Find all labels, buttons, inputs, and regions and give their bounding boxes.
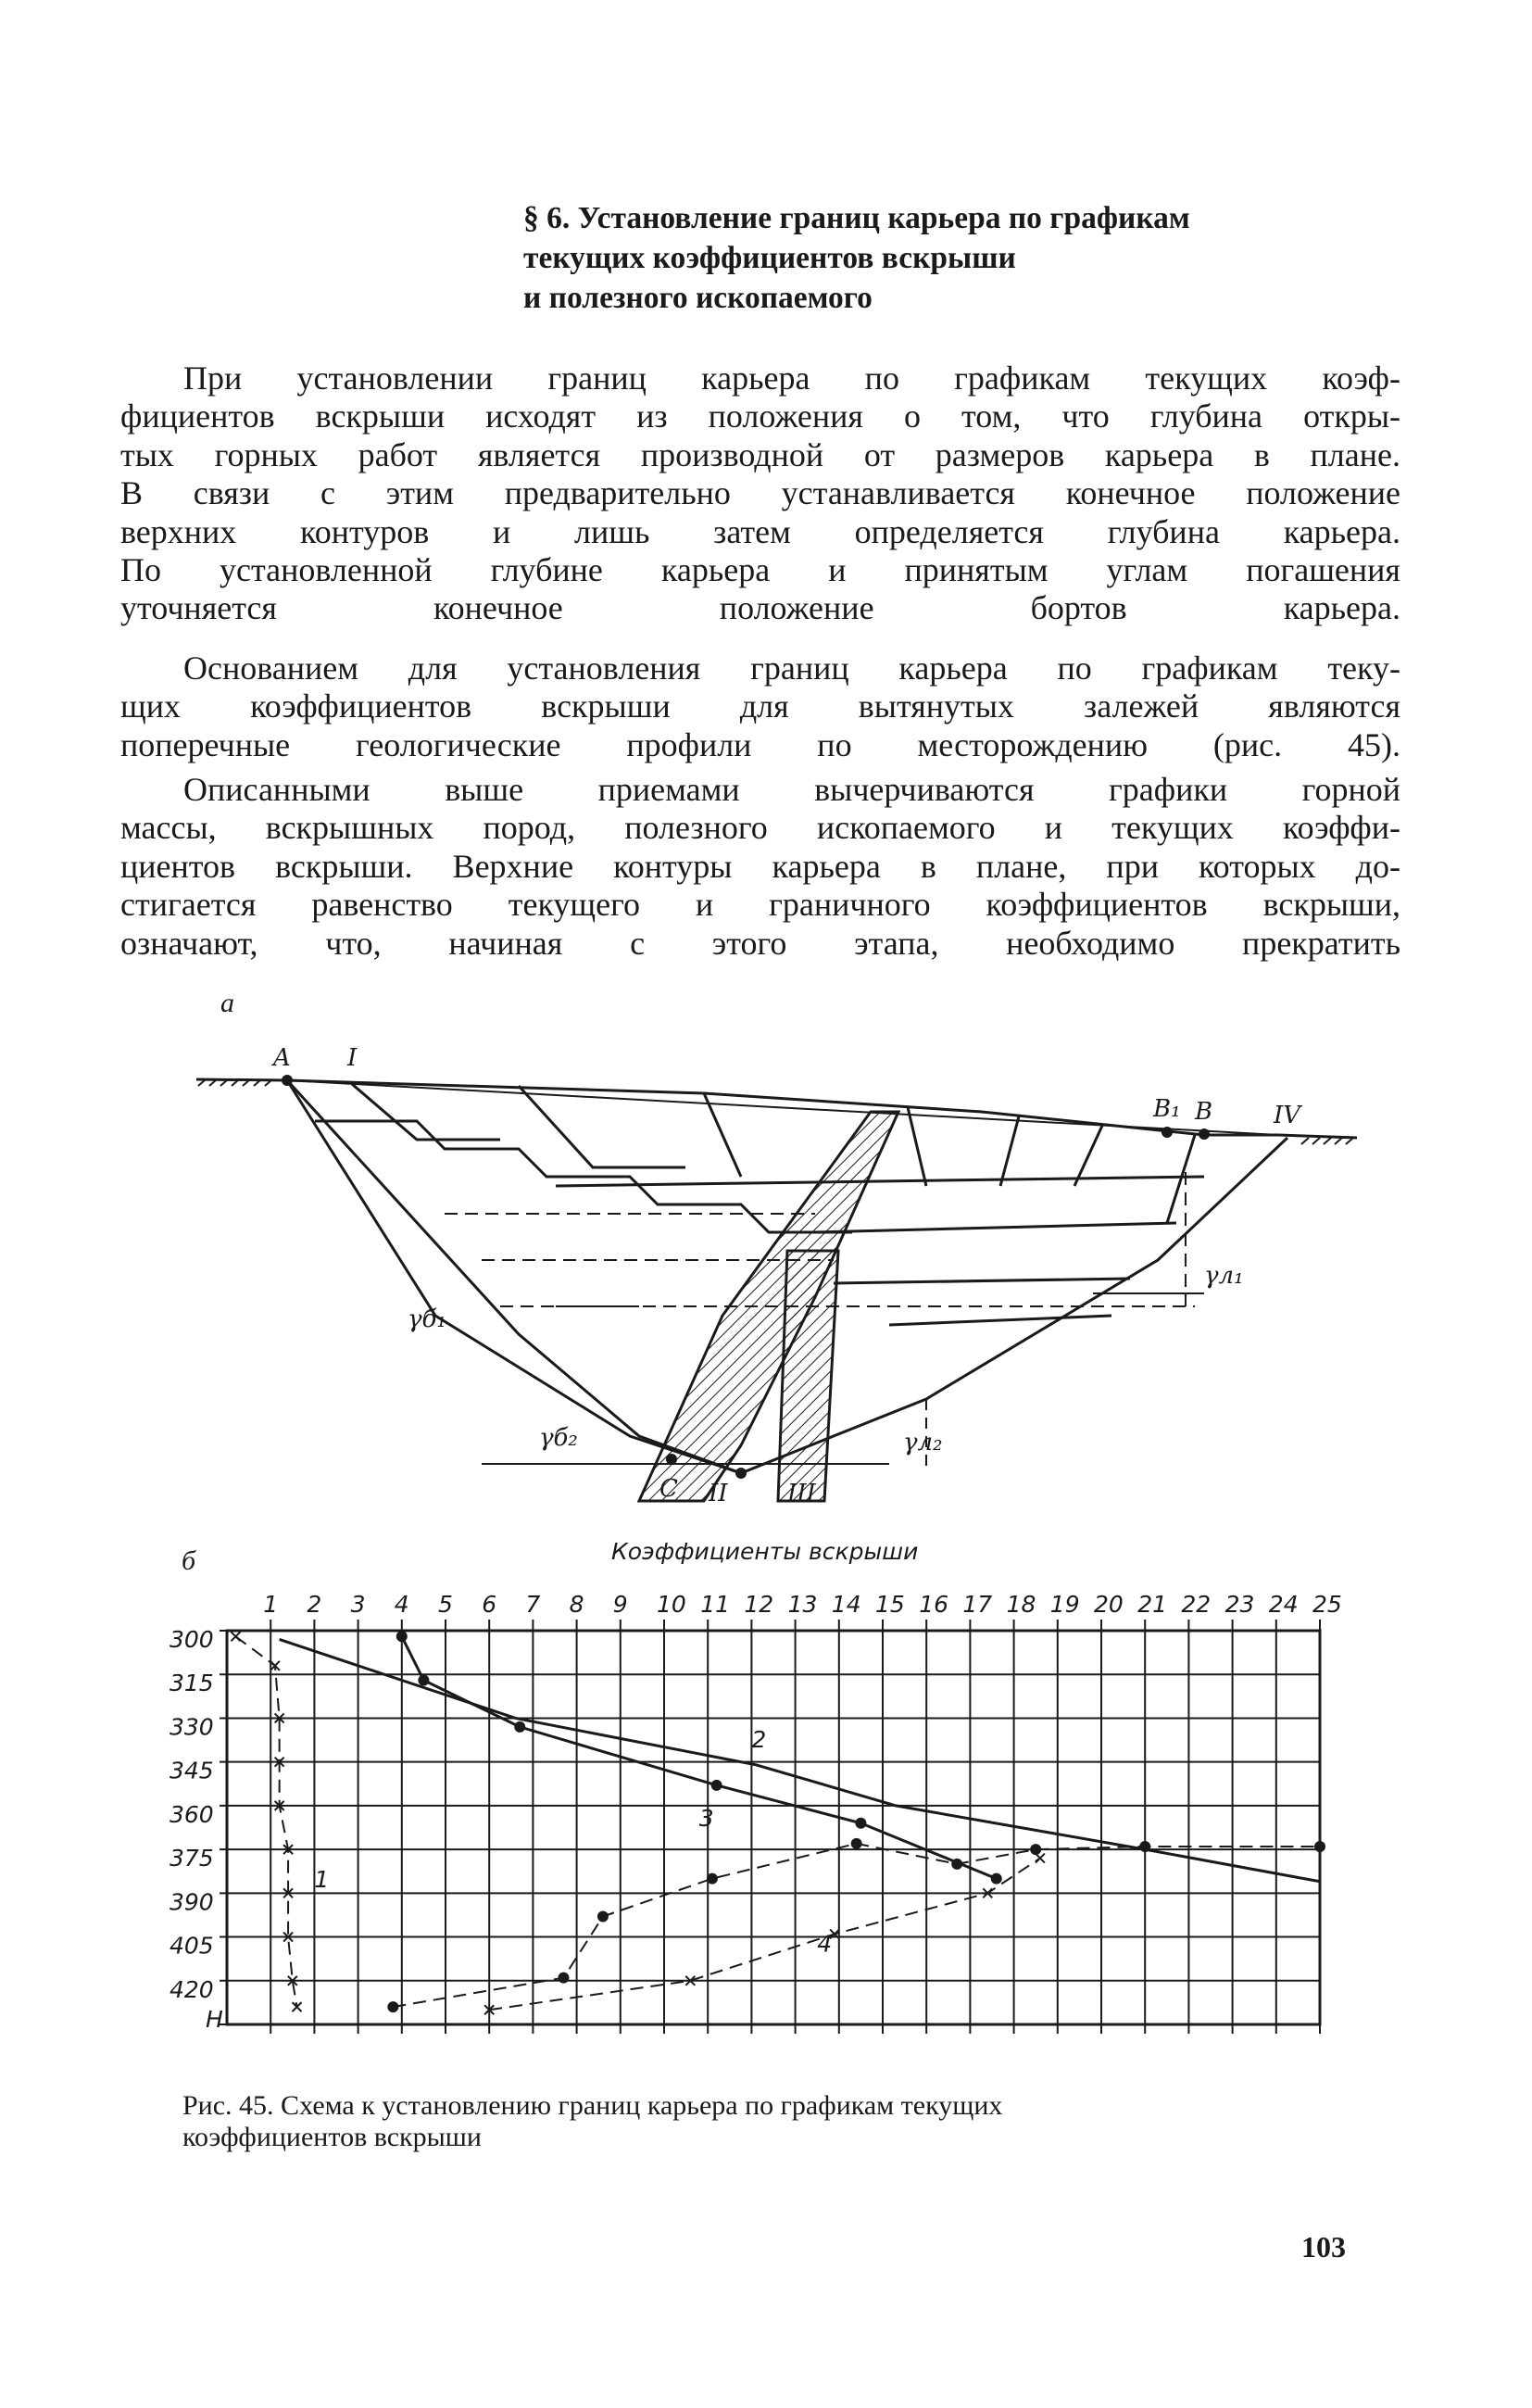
x-tick-label: 17 <box>962 1591 993 1618</box>
text-line: стигается равенство текущего и граничного коэффициентов вскрыши, <box>120 886 1400 924</box>
text-line: циентов вскрыши. Верхние контуры карьера в плане, при которых до- <box>120 847 1400 885</box>
series-line-3 <box>402 1636 997 1878</box>
chart-series <box>231 1631 1325 2014</box>
chart-frame <box>227 1631 1320 2024</box>
label-C: C <box>659 1475 678 1503</box>
x-tick-label: 23 <box>1224 1591 1255 1618</box>
series-annotation: 2 <box>751 1725 767 1753</box>
series-point <box>1036 1854 1045 1863</box>
text-line: В связи с этим предварительно устанавливается конечное положение <box>120 474 1400 512</box>
text-line: массы, вскрышных пород, полезного ископаемого и текущих коэффи- <box>120 809 1400 847</box>
y-tick-label: 345 <box>170 1757 214 1784</box>
figure-part-b-letter: б <box>182 1545 196 1576</box>
label-gamma-b2: γб₂ <box>539 1424 578 1452</box>
label-A: A <box>273 1044 291 1072</box>
series-point <box>851 1838 862 1849</box>
y-tick-label: 405 <box>170 1932 214 1960</box>
x-tick-label: 21 <box>1137 1591 1168 1618</box>
x-tick-label: 15 <box>875 1591 905 1618</box>
x-tick-label: 1 <box>263 1591 279 1618</box>
x-tick-label: 12 <box>744 1591 774 1618</box>
series-line-2 <box>280 1639 1320 1881</box>
text-line: уточняется конечное положение бортов карьера. <box>120 589 1400 627</box>
label-gamma-l2: γл₂ <box>903 1429 943 1456</box>
chart-title: Коэффициенты вскрыши <box>611 1538 919 1565</box>
x-tick-label: 14 <box>831 1591 861 1618</box>
label-gamma-l1: γл₁ <box>1204 1262 1244 1290</box>
y-tick-label: 330 <box>170 1713 214 1741</box>
x-tick-label: 6 <box>482 1591 497 1618</box>
text-line: верхних контуров и лишь затем определяется глубина карьера. <box>120 512 1400 550</box>
x-tick-label: 3 <box>350 1591 366 1618</box>
x-tick-label: 8 <box>569 1591 584 1618</box>
x-tick-label: 11 <box>700 1591 731 1618</box>
series-point <box>558 1973 569 1984</box>
x-tick-label: 5 <box>438 1591 453 1618</box>
y-tick-label: 360 <box>170 1800 214 1828</box>
series-annotation: 1 <box>314 1866 330 1894</box>
chart-annotations <box>314 1726 832 1957</box>
series-annotation: 3 <box>698 1804 714 1832</box>
text-line: щих коэффициентов вскрыши для вытянутых залежей являются <box>120 687 1400 725</box>
x-tick-label: 19 <box>1049 1591 1080 1618</box>
x-tick-label: 10 <box>657 1591 686 1618</box>
label-I: I <box>347 1044 358 1072</box>
x-tick-label: 25 <box>1312 1591 1342 1618</box>
series-point <box>231 1632 240 1641</box>
text-line: тых горных работ является производной от размеров карьера в плане. <box>120 435 1400 473</box>
y-tick-label: 420 <box>170 1975 214 2003</box>
figure-part-a-letter: а <box>220 988 234 1018</box>
figure-caption <box>182 2090 1331 2153</box>
text-line: поперечные геологические профили по месторождению (рис. 45). <box>120 725 1400 763</box>
section-heading-line: § 6. Установление границ карьера по графикам <box>523 201 1190 235</box>
series-point <box>707 1873 718 1885</box>
label-III: III <box>787 1480 816 1507</box>
text-line: Описанными выше приемами вычерчиваются графики горной <box>183 771 1400 808</box>
series-point <box>514 1721 525 1733</box>
text-line: Основанием для установления границ карьера по графикам теку- <box>183 649 1400 687</box>
label-B: B <box>1195 1098 1213 1126</box>
text-line: означают, что, начиная с этого этапа, необходимо прекратить <box>120 924 1400 962</box>
series-point <box>1314 1841 1325 1852</box>
series-point <box>387 2001 398 2012</box>
text-line: фициентов вскрыши исходят из положения о том, что глубина откры- <box>120 397 1400 435</box>
page-number: 103 <box>1301 2230 1346 2263</box>
y-tick-label: 375 <box>170 1845 214 1872</box>
label-B1: B₁ <box>1153 1095 1181 1123</box>
series-point <box>418 1675 429 1686</box>
label-gamma-b1: γб₁ <box>408 1305 446 1333</box>
text-line: При установлении границ карьера по графикам текущих коэф- <box>183 359 1400 397</box>
x-tick-label: 13 <box>787 1591 818 1618</box>
series-point <box>711 1780 722 1791</box>
x-tick-label: 4 <box>394 1591 409 1618</box>
series-annotation: 4 <box>817 1930 833 1958</box>
label-IV: IV <box>1274 1102 1301 1129</box>
x-tick-label: 2 <box>307 1591 322 1618</box>
text-line: По установленной глубине карьера и принятым углам погашения <box>120 551 1400 589</box>
series-line-1 <box>235 1636 296 2007</box>
x-tick-label: 20 <box>1094 1591 1124 1618</box>
y-axis-end-label: H <box>206 2006 223 2033</box>
caption-line: коэффициентов вскрыши <box>182 2122 482 2152</box>
y-tick-label: 315 <box>170 1670 214 1697</box>
series-line-4 <box>489 1859 1040 2011</box>
series-point <box>597 1911 609 1923</box>
y-tick-label: 300 <box>170 1626 214 1653</box>
x-tick-label: 7 <box>525 1591 541 1618</box>
chart-grid <box>220 1620 1320 2034</box>
x-tick-label: 22 <box>1181 1591 1212 1618</box>
x-tick-label: 9 <box>612 1591 628 1618</box>
x-tick-label: 16 <box>919 1591 949 1618</box>
section-heading-line: текущих коэффициентов вскрыши <box>523 241 1016 275</box>
x-tick-label: 24 <box>1268 1591 1299 1618</box>
x-tick-label: 18 <box>1006 1591 1036 1618</box>
series-point <box>991 1873 1002 1885</box>
series-point <box>1139 1841 1150 1852</box>
series-point <box>951 1859 962 1870</box>
section-heading-line: и полезного ископаемого <box>523 281 873 315</box>
label-II: II <box>709 1480 728 1507</box>
caption-line: Рис. 45. Схема к установлению границ карьера по графикам текущих <box>182 2090 1003 2121</box>
series-point <box>855 1818 866 1829</box>
y-tick-label: 390 <box>170 1888 214 1916</box>
series-point <box>396 1631 408 1642</box>
